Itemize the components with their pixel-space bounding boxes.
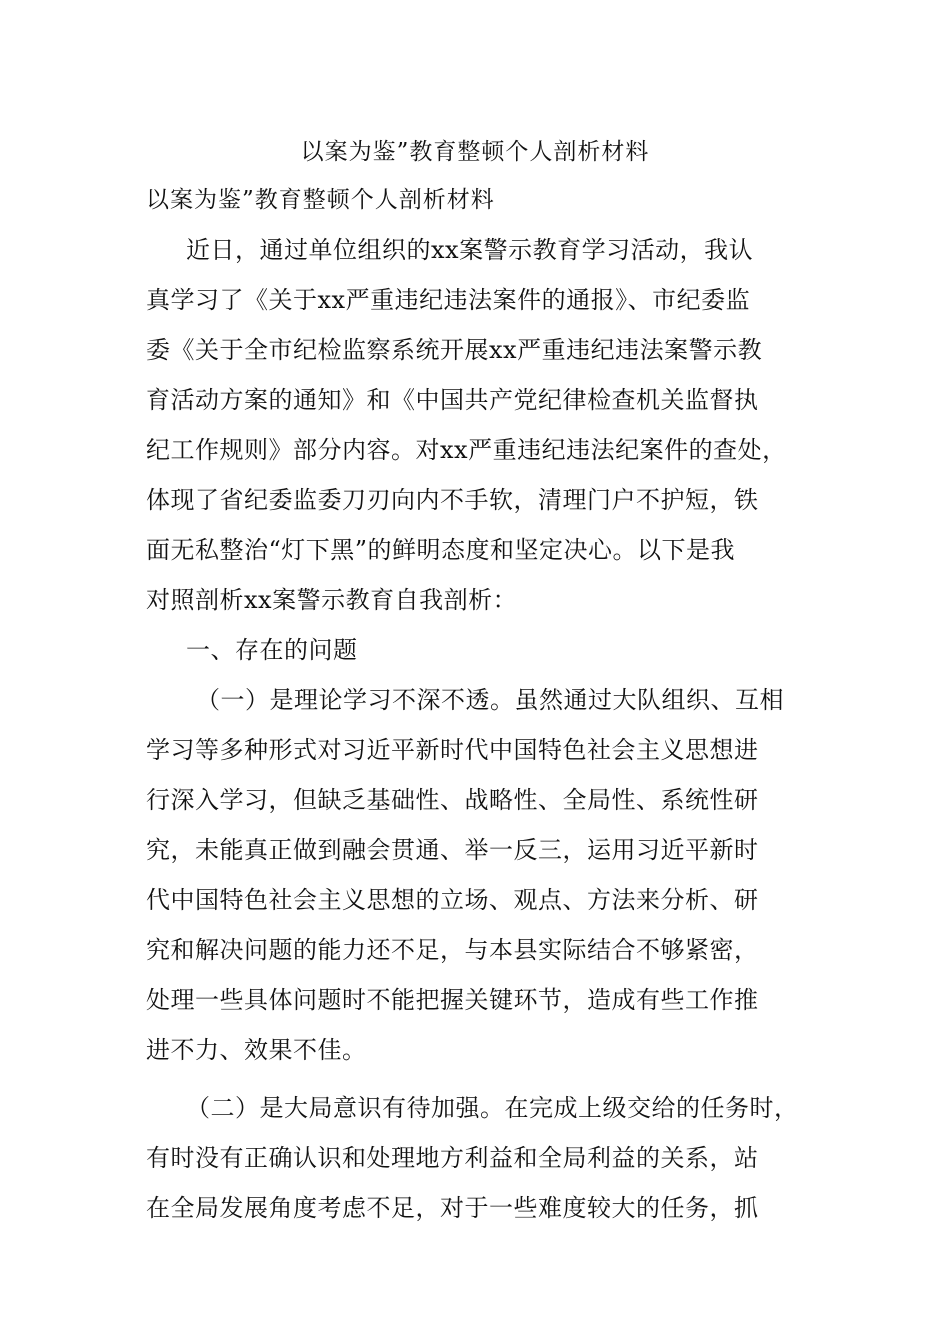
paragraph-intro xyxy=(146,232,826,632)
paragraph-line: 体现了省纪委监委刀刃向内不手软，清理门户不护短，铁 xyxy=(146,486,759,514)
paragraph-problem-2 xyxy=(146,1090,826,1240)
paragraph-line: 进不力、效果不佳。 xyxy=(146,1036,367,1064)
paragraph-line: 究，未能真正做到融会贯通、举一反三，运用习近平新时 xyxy=(146,836,759,864)
paragraph-line: 育活动方案的通知》和《中国共产党纪律检查机关监督执 xyxy=(146,386,759,414)
section-heading: 一、存在的问题 xyxy=(186,636,358,664)
paragraph-spacer xyxy=(146,1082,826,1090)
paragraph-line: 在全局发展角度考虑不足，对于一些难度较大的任务，抓 xyxy=(146,1194,759,1222)
paragraph-line: 究和解决问题的能力还不足，与本县实际结合不够紧密， xyxy=(146,936,759,964)
paragraph-problem-1 xyxy=(146,682,826,1082)
paragraph-line: 行深入学习，但缺乏基础性、战略性、全局性、系统性研 xyxy=(146,786,759,814)
paragraph-line: 代中国特色社会主义思想的立场、观点、方法来分析、研 xyxy=(146,886,759,914)
paragraph-line: 面无私整治“灯下黑”的鲜明态度和坚定决心。以下是我 xyxy=(146,536,736,564)
document-body xyxy=(146,232,826,1240)
paragraph-line: （二）是大局意识有待加强。在完成上级交给的任务时， xyxy=(186,1094,799,1122)
paragraph-line: 纪工作规则》部分内容。对xx严重违纪违法纪案件的查处， xyxy=(146,436,787,464)
document-title-left: 以案为鉴”教育整顿个人剖析材料 xyxy=(146,187,495,213)
paragraph-line: 处理一些具体问题时不能把握关键环节，造成有些工作推 xyxy=(146,986,759,1014)
paragraph-line: 委《关于全市纪检监察系统开展xx严重违纪违法案警示教 xyxy=(146,336,763,364)
document-title-centered: 以案为鉴”教育整顿个人剖析材料 xyxy=(300,139,650,165)
paragraph-line: 对照剖析xx案警示教育自我剖析： xyxy=(146,586,518,614)
paragraph-line: 真学习了《关于xx严重违纪违法案件的通报》、市纪委监 xyxy=(146,286,751,314)
paragraph-line: 学习等多种形式对习近平新时代中国特色社会主义思想进 xyxy=(146,736,759,764)
paragraph-line: 有时没有正确认识和处理地方利益和全局利益的关系，站 xyxy=(146,1144,759,1172)
paragraph-line: （一）是理论学习不深不透。虽然通过大队组织、互相 xyxy=(196,686,784,714)
paragraph-line: 近日，通过单位组织的xx案警示教育学习活动，我认 xyxy=(186,236,754,264)
